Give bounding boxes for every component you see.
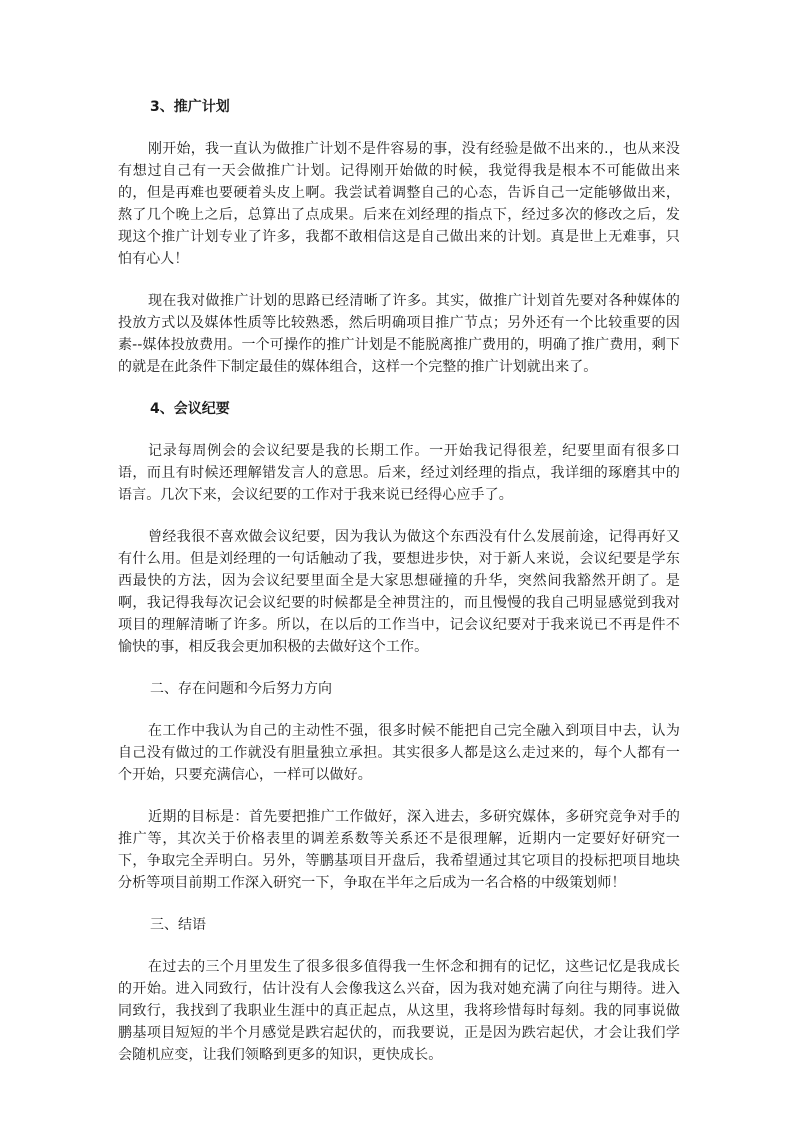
section-heading: 3、推广计划 — [150, 99, 230, 115]
paragraph: 近期的目标是：首先要把推广工作做好，深入进去，多研究媒体，多研究竞争对手的推广等，其次关于价格表里的调差系数等关系还不是很理解，近期内一定要好好研究一下，争取完全弄明白。另外，等鹏基项目开盘后，我希望通过其它项目的投标把项目地块分析等项目前期工作深入研究一下，争取在半年之后成为一名合格的中级策划师！ — [118, 809, 680, 891]
section-meeting-minutes — [118, 398, 680, 658]
section-heading: 4、会议纪要 — [150, 401, 230, 417]
section-heading: 三、结语 — [150, 917, 206, 933]
paragraph: 记录每周例会的会议纪要是我的长期工作。一开始我记得很差，纪要里面有很多口语，而且有时候还理解错发言人的意思。后来，经过刘经理的指点，我详细的琢磨其中的语言。几次下来，会议纪要的工作对于我来说已经得心应手了。 — [118, 443, 680, 503]
section-promotion-plan — [118, 96, 680, 378]
section-heading: 二、存在问题和今后努力方向 — [150, 681, 332, 697]
section-conclusion — [118, 914, 680, 1066]
document-page — [118, 96, 680, 1086]
paragraph: 现在我对做推广计划的思路已经清晰了许多。其实，做推广计划首先要对各种媒体的投放方式以及媒体性质等比较熟悉，然后明确项目推广节点；另外还有一个比较重要的因素--媒体投放费用。一个可操作的推广计划是不能脱离推广费用的，明确了推广费用，剩下的就是在此条件下制定最佳的媒体组合，这样一个完整的推广计划就出来了。 — [118, 293, 680, 375]
paragraph: 曾经我很不喜欢做会议纪要，因为我认为做这个东西没有什么发展前途，记得再好又有什么用。但是刘经理的一句话触动了我，要想进步快，对于新人来说，会议纪要是学东西最快的方法，因为会议纪要里面全是大家思想碰撞的升华，突然间我豁然开朗了。是啊，我记得我每次记会议纪要的时候都是全神贯注的，而且慢慢的我自己明显感觉到我对项目的理解清晰了许多。所以，在以后的工作当中，记会议纪要对于我来说已不再是件不愉快的事，相反我会更加积极的去做好这个工作。 — [118, 529, 680, 655]
paragraph: 在过去的三个月里发生了很多很多值得我一生怀念和拥有的记忆，这些记忆是我成长的开始。进入同致行，估计没有人会像我这么兴奋，因为我对她充满了向往与期待。进入同致行，我找到了我职业生涯中的真正起点，从这里，我将珍惜每时每刻。我的同事说做鹏基项目短短的半个月感觉是跌宕起伏的，而我要说，正是因为跌宕起伏，才会让我们学会随机应变，让我们领略到更多的知识，更快成长。 — [118, 959, 680, 1063]
paragraph: 刚开始，我一直认为做推广计划不是件容易的事，没有经验是做不出来的.，也从来没有想过自己有一天会做推广计划。记得刚开始做的时候，我觉得我是根本不可能做出来的，但是再难也要硬着头皮上啊。我尝试着调整自己的心态，告诉自己一定能够做出来，熬了几个晚上之后，总算出了点成果。后来在刘经理的指点下，经过多次的修改之后，发现这个推广计划专业了许多，我都不敢相信这是自己做出来的计划。真是世上无难事，只怕有心人！ — [118, 141, 680, 267]
paragraph: 在工作中我认为自己的主动性不强，很多时候不能把自己完全融入到项目中去，认为自己没有做过的工作就没有胆量独立承担。其实很多人都是这么走过来的，每个人都有一个开始，只要充满信心，一样可以做好。 — [118, 723, 680, 783]
section-problems-and-direction — [118, 678, 680, 894]
